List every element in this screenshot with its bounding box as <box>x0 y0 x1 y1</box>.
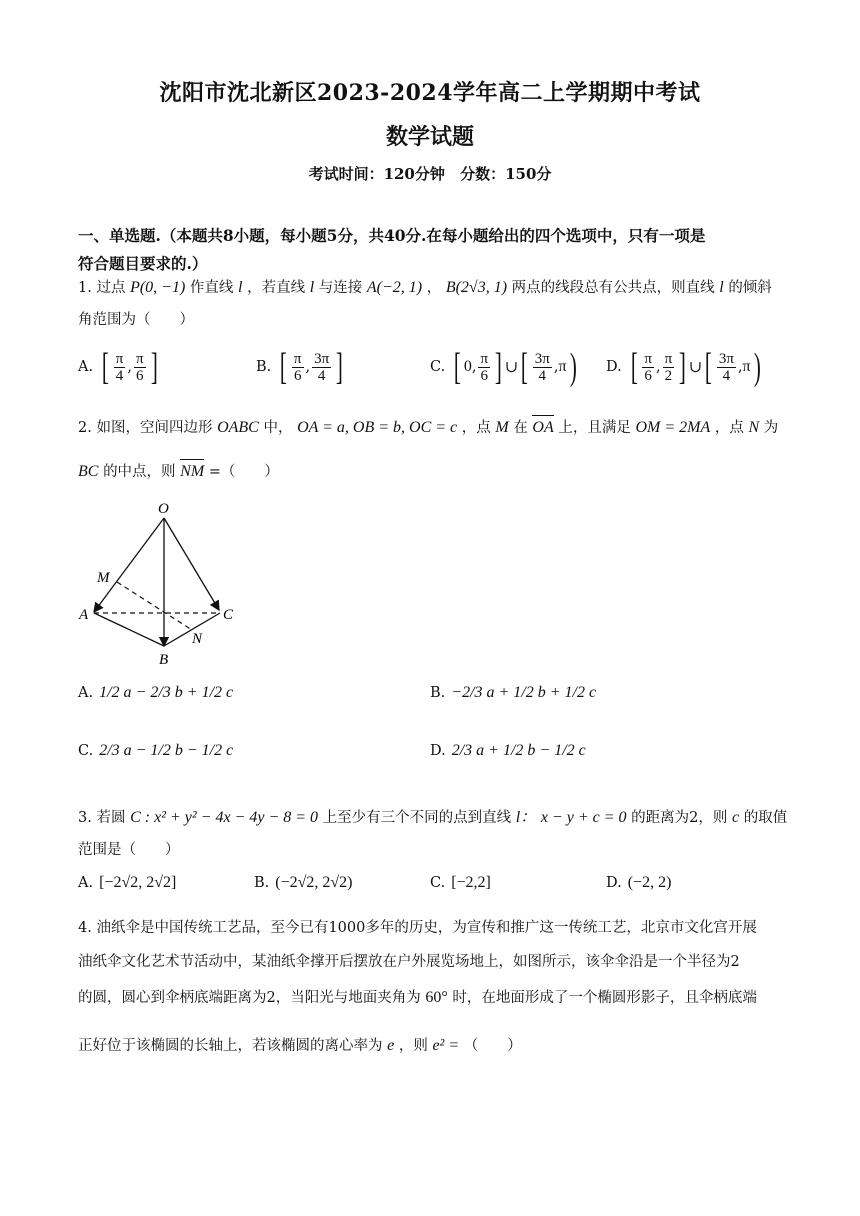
exam-title: 沈阳市沈北新区2023-2024学年高二上学期期中考试 <box>159 80 701 106</box>
q1-text: ， <box>426 280 442 296</box>
option-label: D. <box>606 875 622 891</box>
q2-point-n: N <box>748 419 760 436</box>
q1-option-b: B. [ $\frac{\pi}{6}$ , $\frac{3\pi}{4}$ ] <box>256 346 343 388</box>
q3-text: 3. 若圆 <box>78 810 126 826</box>
q1-text: 两点的线段总有公共点，则直线 <box>511 280 715 296</box>
q4-e: e <box>387 1037 395 1054</box>
den: 4 <box>538 367 547 384</box>
option-a-text: 1/2 a − 2/3 b + 1/2 c <box>99 684 234 701</box>
q3-c: c <box>731 809 740 826</box>
q1-text: 1. 过点 <box>78 280 126 296</box>
q3-text: 的距离为2，则 <box>631 810 728 826</box>
q1-text: ，若直线 <box>247 280 306 296</box>
q1-option-a: A. [ $\frac{\pi}{4}$ , $\frac{\pi}{6}$ ] <box>78 346 158 388</box>
den: 4 <box>317 367 326 384</box>
q2-vector-nm: NM <box>180 460 204 484</box>
q4-line1: 4. 油纸伞是中国传统工艺品，至今已有1000多年的历史，为宣传和推广这一传统工艺，北京市文化宫开展 <box>78 920 757 936</box>
q1-text: 作直线 <box>189 280 234 296</box>
num: 3π <box>314 350 330 367</box>
q2-text: ，点 <box>714 420 744 436</box>
q4-text: 时，在地面形成了一个椭圆形影子，且伞柄底端 <box>452 990 757 1006</box>
option-label: D. <box>430 743 446 759</box>
q1-text: 与连接 <box>318 280 363 296</box>
q4-line3 <box>78 986 757 1010</box>
q3-line2: 范围是（ ） <box>78 842 180 858</box>
exam-info <box>0 163 860 184</box>
union: ∪ <box>688 359 703 376</box>
num: π <box>293 350 302 367</box>
q3-line-eq: x − y + c = 0 <box>540 809 627 826</box>
label-o: O <box>158 501 169 517</box>
q3-option-d <box>606 874 671 892</box>
edge-oc <box>164 518 219 610</box>
q2-text: 在 <box>513 420 528 436</box>
option-label: C. <box>430 359 446 375</box>
tetrahedron-figure <box>76 500 246 670</box>
q1-line-l: l <box>309 279 315 296</box>
zero: 0 <box>463 358 472 375</box>
exam-score: 分数：150分 <box>460 165 552 183</box>
q4-line4 <box>78 1034 522 1058</box>
q2-text: 的中点，则 <box>103 464 176 480</box>
option-label: D. <box>606 359 622 375</box>
den: 6 <box>135 367 144 384</box>
q2-text: 为 <box>763 420 779 436</box>
option-a-text: [−2√2, 2√2] <box>99 874 177 891</box>
option-label: B. <box>254 875 270 891</box>
q4-e-squared: e² = <box>432 1037 460 1054</box>
num: 3π <box>718 350 734 367</box>
section-heading <box>78 222 784 278</box>
q2-text: 2. 如图，空间四边形 <box>78 420 213 436</box>
den: 6 <box>480 367 488 384</box>
option-c-text: 2/3 a − 1/2 b − 1/2 c <box>99 742 234 759</box>
label-a: A <box>79 607 89 623</box>
option-b-text: −2/3 a + 1/2 b + 1/2 c <box>451 684 597 701</box>
q3-option-c <box>430 874 491 892</box>
q4-line2: 油纸伞文化艺术节活动中，某油纸伞撑开后摆放在户外展览场地上，如图所示，该伞伞沿是一个半径为2 <box>78 954 740 970</box>
q2-text: 中， <box>263 420 293 436</box>
option-label: A. <box>78 875 94 891</box>
option-label: A. <box>78 359 94 375</box>
segment-mn <box>117 582 192 630</box>
q2-segment-bc: BC <box>78 463 99 480</box>
option-d-text: 2/3 a + 1/2 b − 1/2 c <box>451 742 586 759</box>
den: 6 <box>293 367 302 384</box>
q1-line-l: l <box>719 279 724 296</box>
option-c-text: [−2,2] <box>451 874 491 891</box>
option-b-text: (−2√2, 2√2) <box>275 874 353 891</box>
den: 2 <box>664 367 673 384</box>
num: π <box>115 350 124 367</box>
q2-option-d <box>430 742 586 760</box>
q1-option-d: D. [ $\frac{\pi}{6}$ , $\frac{\pi}{2}$ ] ∪ [ $\frac{3\pi}{4}$ , π ) <box>606 346 761 388</box>
exam-subtitle: 数学试题 <box>385 124 474 150</box>
den: 4 <box>115 367 124 384</box>
q3-text: 的取值 <box>743 810 788 826</box>
q4-text: 正好位于该椭圆的长轴上，若该椭圆的离心率为 <box>78 1038 383 1054</box>
q2-text: =（ ） <box>208 464 279 480</box>
q3-text: 上至少有三个不同的点到直线 <box>322 810 512 826</box>
q2-vector-oa: OA <box>532 416 553 440</box>
num: π <box>664 350 673 367</box>
exam-time: 考试时间：120分钟 <box>308 165 445 183</box>
q3-line1 <box>78 806 787 830</box>
edge-ab <box>94 613 164 646</box>
q1-line-l: l <box>238 279 243 296</box>
num: π <box>644 350 652 367</box>
q4-text: （ ） <box>463 1038 522 1054</box>
section-heading-line2: 符合题目要求的.） <box>78 254 208 273</box>
q2-vectors: OA = a, OB = b, OC = c <box>297 419 458 436</box>
label-n: N <box>192 631 203 647</box>
option-label: A. <box>78 685 94 701</box>
option-d-text: (−2, 2) <box>627 874 672 891</box>
option-label: C. <box>78 743 94 759</box>
option-label: C. <box>430 875 446 891</box>
q2-point-m: M <box>495 419 509 436</box>
q2-quad: OABC <box>217 419 259 436</box>
pi: π <box>558 358 567 375</box>
q4-text: 的圆，圆心到伞柄底端距离为2，当阳光与地面夹角为 <box>78 990 421 1006</box>
q2-text: 上，且满足 <box>558 420 631 436</box>
q1-option-c: C. [ 0 , $\frac{\pi}{6}$ ] ∪ [ $\frac{3\pi}{4}$ , π ) <box>430 346 577 388</box>
option-label: B. <box>430 685 446 701</box>
q4-angle: 60° <box>425 989 448 1006</box>
q2-option-a <box>78 684 233 702</box>
label-b: B <box>159 652 169 668</box>
q2-line2 <box>78 460 279 484</box>
q1-point-a: A(−2, 1) <box>366 279 423 296</box>
q3-option-b <box>254 874 353 892</box>
q1-line2: 角范围为（ ） <box>78 312 194 328</box>
edge-oa <box>94 518 164 612</box>
q4-text: ，则 <box>398 1038 428 1054</box>
q3-option-a <box>78 874 176 892</box>
q1-point-p: P(0, −1) <box>130 279 186 296</box>
section-heading-line1: 一、单选题.（本题共8小题，每小题5分，共40分.在每小题给出的四个选项中，只有一项是 <box>78 226 706 245</box>
q2-om-eq: OM = 2MA <box>635 419 711 436</box>
q1-line1 <box>78 276 772 300</box>
q3-circle-eq: C : x² + y² − 4x − 4y − 8 = 0 <box>130 809 319 826</box>
q2-line1 <box>78 416 778 440</box>
den: 6 <box>644 367 652 384</box>
q2-option-c <box>78 742 233 760</box>
q2-option-b <box>430 684 596 702</box>
q2-text: ，点 <box>461 420 491 436</box>
label-c: C <box>223 607 234 623</box>
q1-text: 的倾斜 <box>728 280 772 296</box>
num: π <box>480 350 489 367</box>
label-m: M <box>97 570 110 586</box>
num: 3π <box>534 350 550 367</box>
q3-line-name: l： <box>515 809 537 826</box>
union: ∪ <box>504 359 519 376</box>
den: 4 <box>722 367 731 384</box>
option-label: B. <box>256 359 272 375</box>
pi: π <box>742 358 751 375</box>
num: π <box>135 350 144 367</box>
q1-point-b: B(2√3, 1) <box>445 279 508 296</box>
